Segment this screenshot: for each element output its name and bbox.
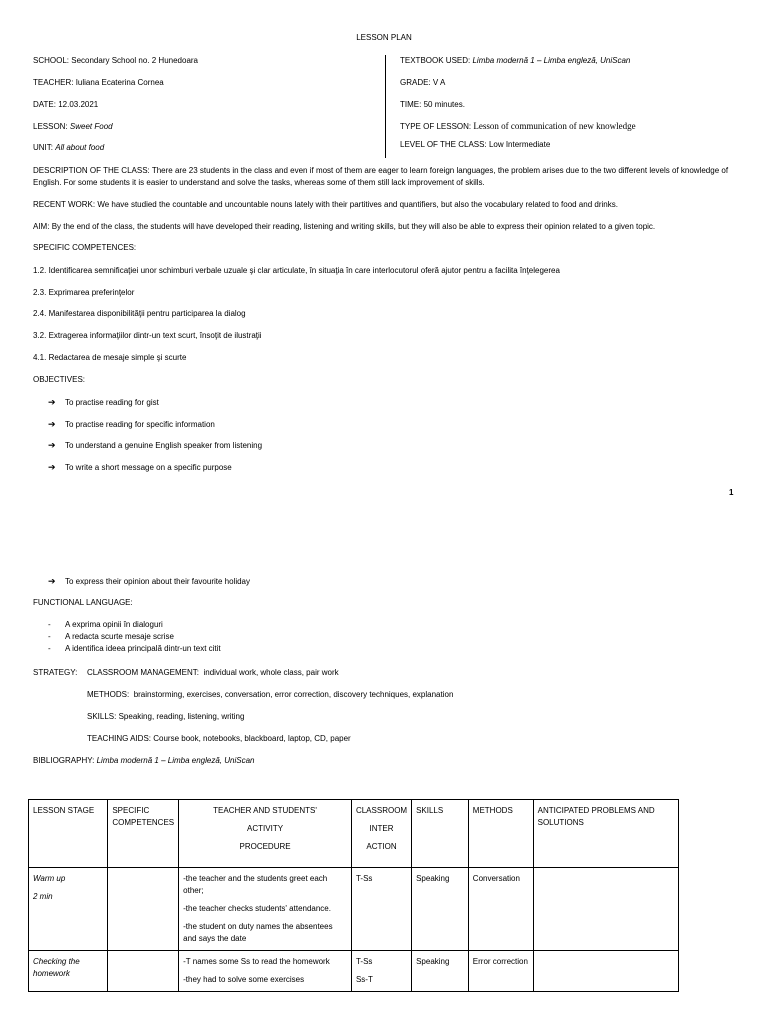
competence-item: 2.4. Manifestarea disponibilităţii pentru participarea la dialog <box>33 309 246 318</box>
competence-item: 3.2. Extragerea informaţiilor dintr-un text scurt, însoţit de ilustraţii <box>33 331 262 340</box>
bibliography: BIBLIOGRAPHY: Limba modernă 1 – Limba engleză, UniScan <box>33 756 255 765</box>
competence-item: 4.1. Redactarea de mesaje simple şi scurte <box>33 353 187 362</box>
teaching-aids-line: TEACHING AIDS: Course book, notebooks, blackboard, laptop, CD, paper <box>87 734 351 743</box>
competences-heading: SPECIFIC COMPETENCES: <box>33 243 137 252</box>
objective-item: ➔ To practise reading for specific information <box>48 419 215 429</box>
functional-item: - A identifica ideea principală dintr-un text citit <box>48 644 221 653</box>
objective-item: ➔ To practise reading for gist <box>48 397 159 407</box>
cell-competences <box>108 868 179 951</box>
objective-item: ➔ To understand a genuine English speaker from listening <box>48 440 263 450</box>
document-title: LESSON PLAN <box>356 33 412 42</box>
header-divider <box>385 55 386 158</box>
header-methods: METHODS <box>468 800 533 868</box>
functional-item: - A exprima opinii în dialoguri <box>48 620 163 629</box>
cell-problems <box>533 868 678 951</box>
cell-lesson-stage: Warm up 2 min <box>29 868 108 951</box>
dash-bullet: - <box>48 632 51 641</box>
cell-activity: -T names some Ss to read the homework -they had to solve some exercises <box>179 951 352 992</box>
strategy-heading: STRATEGY: <box>33 668 78 677</box>
lesson-field: LESSON: Sweet Food <box>33 122 113 131</box>
cell-competences <box>108 951 179 992</box>
arrow-bullet-icon: ➔ <box>48 576 56 586</box>
header-lesson-stage: LESSON STAGE <box>29 800 108 868</box>
cell-skills: Speaking <box>412 868 469 951</box>
time-field: TIME: 50 minutes. <box>400 100 465 109</box>
header-classroom-interaction: CLASSROOM INTER ACTION <box>351 800 411 868</box>
table-header-row <box>29 800 679 868</box>
objective-item: ➔ To express their opinion about their favourite holiday <box>48 576 250 586</box>
table-row <box>29 951 679 992</box>
unit-field: UNIT: All about food <box>33 143 105 152</box>
competence-item: 1.2. Identificarea semnificaţiei unor schimburi verbale uzuale şi clar articulate, în situaţia în care interlocutorul oferă ajutor pentru a facilita înţelegerea <box>33 266 560 275</box>
cell-problems <box>533 951 678 992</box>
classroom-management: CLASSROOM MANAGEMENT: individual work, whole class, pair work <box>87 668 339 677</box>
date-field: DATE: 12.03.2021 <box>33 100 99 109</box>
lesson-procedure-table <box>28 799 679 992</box>
objective-item: ➔ To write a short message on a specific purpose <box>48 462 232 472</box>
class-description: DESCRIPTION OF THE CLASS: There are 23 students in the class and even if most of them are eager to learn foreign languages, the problem arises due to the two different levels of knowledge of English. For some students it is easier to understand and solve the tasks, whereas some of them still lack improvement of skills. <box>33 166 729 187</box>
arrow-bullet-icon: ➔ <box>48 462 56 472</box>
cell-methods: Error correction <box>468 951 533 992</box>
cell-skills: Speaking <box>412 951 469 992</box>
competence-item: 2.3. Exprimarea preferinţelor <box>33 288 135 297</box>
class-level-field: LEVEL OF THE CLASS: Low Intermediate <box>400 140 551 149</box>
textbook-field: TEXTBOOK USED: Limba modernă 1 – Limba engleză, UniScan <box>400 56 631 65</box>
table-row <box>29 868 679 951</box>
header-activity: TEACHER AND STUDENTS' ACTIVITY PROCEDURE <box>179 800 352 868</box>
page-number: 1 <box>729 488 734 497</box>
arrow-bullet-icon: ➔ <box>48 419 56 429</box>
header-skills: SKILLS <box>412 800 469 868</box>
cell-interaction: T-Ss Ss-T <box>351 951 411 992</box>
header-anticipated-problems: ANTICIPATED PROBLEMS AND SOLUTIONS <box>533 800 678 868</box>
recent-work: RECENT WORK: We have studied the countable and uncountable nouns lately with their partitives and quantifiers, but also the vocabulary related to food and drinks. <box>33 200 618 209</box>
cell-interaction: T-Ss <box>351 868 411 951</box>
grade-field: GRADE: V A <box>400 78 446 87</box>
arrow-bullet-icon: ➔ <box>48 440 56 450</box>
school-field: SCHOOL: Secondary School no. 2 Hunedoara <box>33 56 199 65</box>
functional-language-heading: FUNCTIONAL LANGUAGE: <box>33 598 133 607</box>
functional-item: - A redacta scurte mesaje scrise <box>48 632 174 641</box>
teacher-field: TEACHER: Iuliana Ecaterina Cornea <box>33 78 164 87</box>
lesson-type-field: TYPE OF LESSON: Lesson of communication of new knowledge <box>400 121 636 131</box>
dash-bullet: - <box>48 620 51 629</box>
cell-methods: Conversation <box>468 868 533 951</box>
aim: AIM: By the end of the class, the students will have developed their reading, listening and writing skills, but they will also be able to express their opinion related to a given topic. <box>33 222 656 231</box>
objectives-heading: OBJECTIVES: <box>33 375 86 384</box>
methods-line: METHODS: brainstorming, exercises, conversation, error correction, discovery techniques, explanation <box>87 690 454 699</box>
skills-line: SKILLS: Speaking, reading, listening, writing <box>87 712 245 721</box>
arrow-bullet-icon: ➔ <box>48 397 56 407</box>
header-specific-competences: SPECIFIC COMPETENCES <box>108 800 179 868</box>
cell-activity: -the teacher and the students greet each other; -the teacher checks students' attendance. -the student on duty names the absentees and says the date <box>179 868 352 951</box>
cell-lesson-stage: Checking the homework <box>29 951 108 992</box>
dash-bullet: - <box>48 644 51 653</box>
